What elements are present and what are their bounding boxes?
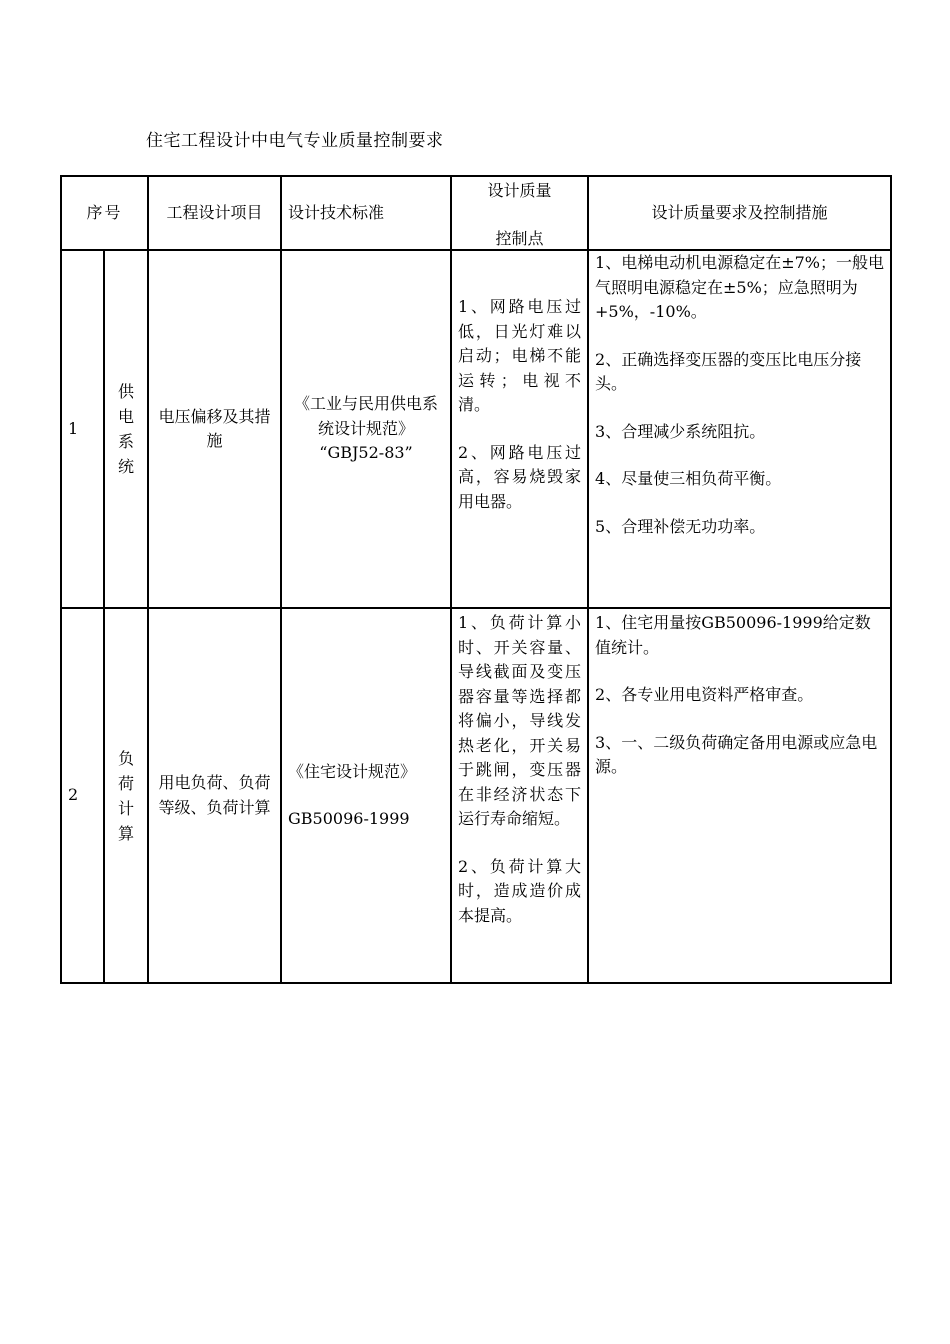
row-standard: [281, 608, 451, 983]
control-point: 2、网路电压过高，容易烧毁家用电器。: [458, 442, 582, 511]
row-standard-code: GB50096-1999: [288, 809, 410, 828]
requirement-item: 1、电梯电动机电源稳定在±7%；一般电气照明电源稳定在±5%；应急照明为+5%，-10%。: [595, 253, 884, 321]
row-control-points: [451, 250, 588, 608]
page-title: 住宅工程设计中电气专业质量控制要求: [146, 131, 444, 151]
row-standard: [281, 250, 451, 608]
row-control-points: [451, 608, 588, 983]
control-point: 1、网路电压过低，日光灯难以启动；电梯不能运转；电视不清。: [458, 297, 582, 414]
table-row: [61, 250, 891, 608]
requirement-item: 4、尽量使三相负荷平衡。: [595, 469, 782, 488]
requirement-item: 5、合理补偿无功功率。: [595, 516, 766, 536]
requirement-item: 2、正确选择变压器的变压比电压分接头。: [595, 349, 862, 393]
header-control-point-line1: 设计质量: [487, 181, 552, 200]
row-category: 供电系统: [118, 382, 135, 476]
requirement-item: 2、各专业用电资料严格审查。: [595, 685, 814, 704]
row-item: 用电负荷、负荷等级、负荷计算: [148, 608, 281, 983]
control-point: 2、负荷计算大时，造成造价成本提高。: [458, 856, 582, 925]
row-seq: 2: [61, 608, 104, 983]
quality-control-table: [60, 175, 892, 984]
header-control-point-line2: 控制点: [495, 229, 544, 248]
row-standard-name: 《住宅设计规范》: [288, 761, 417, 781]
row-standard-name: 《工业与民用供电系统设计规范》: [294, 394, 439, 438]
requirement-item: 3、一、二级负荷确定备用电源或应急电源。: [595, 732, 878, 776]
table-header-row: [61, 176, 891, 250]
header-item: 工程设计项目: [148, 176, 281, 250]
header-control-point: [451, 176, 588, 250]
row-requirements: [588, 608, 891, 983]
header-seq: 序号: [61, 176, 148, 250]
header-requirements: 设计质量要求及控制措施: [588, 176, 891, 250]
row-requirements: [588, 250, 891, 608]
requirement-item: 3、合理减少系统阻抗。: [595, 421, 766, 441]
table-row: [61, 608, 891, 983]
header-standard: 设计技术标准: [281, 176, 451, 250]
row-category: 负荷计算: [118, 748, 135, 843]
row-category-cell: [104, 608, 148, 983]
row-standard-code: “GBJ52-83”: [319, 443, 413, 463]
row-seq: 1: [61, 250, 104, 608]
row-category-cell: [104, 250, 148, 608]
row-item: 电压偏移及其措施: [148, 250, 281, 608]
requirement-item: 1、住宅用量按GB50096-1999给定数值统计。: [595, 613, 871, 657]
control-point: 1、负荷计算小时、开关容量、导线截面及变压器容量等选择都将偏小，导线发热老化，开关易于跳闸，变压器在非经济状态下运行寿命缩短。: [458, 613, 582, 828]
